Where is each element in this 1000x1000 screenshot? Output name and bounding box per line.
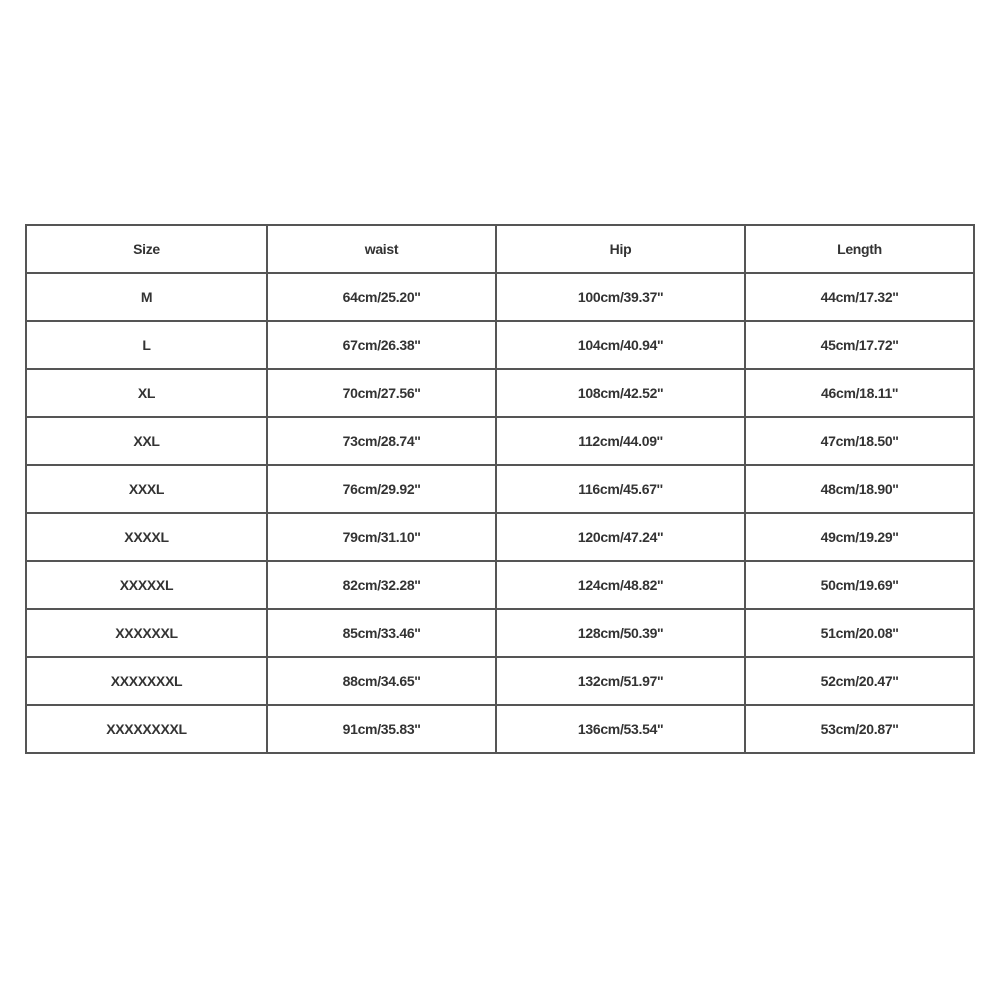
table-row xyxy=(26,513,974,561)
cell-length: 46cm/18.11'' xyxy=(745,369,974,417)
cell-length: 51cm/20.08'' xyxy=(745,609,974,657)
cell-waist: 70cm/27.56'' xyxy=(267,369,496,417)
cell-waist: 73cm/28.74'' xyxy=(267,417,496,465)
cell-waist: 79cm/31.10'' xyxy=(267,513,496,561)
cell-length: 48cm/18.90'' xyxy=(745,465,974,513)
table-row xyxy=(26,705,974,753)
cell-hip: 132cm/51.97'' xyxy=(496,657,745,705)
cell-hip: 108cm/42.52'' xyxy=(496,369,745,417)
cell-length: 52cm/20.47'' xyxy=(745,657,974,705)
table-row xyxy=(26,465,974,513)
cell-length: 47cm/18.50'' xyxy=(745,417,974,465)
cell-size: M xyxy=(26,273,267,321)
cell-length: 49cm/19.29'' xyxy=(745,513,974,561)
header-waist: waist xyxy=(267,225,496,273)
cell-hip: 136cm/53.54'' xyxy=(496,705,745,753)
cell-hip: 112cm/44.09'' xyxy=(496,417,745,465)
cell-waist: 85cm/33.46'' xyxy=(267,609,496,657)
cell-size: XXL xyxy=(26,417,267,465)
table-row xyxy=(26,369,974,417)
cell-size: L xyxy=(26,321,267,369)
table-row xyxy=(26,561,974,609)
cell-size: XXXXXXL xyxy=(26,609,267,657)
cell-hip: 124cm/48.82'' xyxy=(496,561,745,609)
table-row xyxy=(26,657,974,705)
cell-hip: 120cm/47.24'' xyxy=(496,513,745,561)
header-hip: Hip xyxy=(496,225,745,273)
cell-size: XL xyxy=(26,369,267,417)
cell-length: 44cm/17.32'' xyxy=(745,273,974,321)
table-row xyxy=(26,321,974,369)
cell-hip: 100cm/39.37'' xyxy=(496,273,745,321)
header-size: Size xyxy=(26,225,267,273)
cell-waist: 64cm/25.20'' xyxy=(267,273,496,321)
cell-size: XXXXXXXXL xyxy=(26,705,267,753)
cell-size: XXXXL xyxy=(26,513,267,561)
cell-size: XXXXXXXL xyxy=(26,657,267,705)
cell-hip: 104cm/40.94'' xyxy=(496,321,745,369)
header-length: Length xyxy=(745,225,974,273)
cell-waist: 91cm/35.83'' xyxy=(267,705,496,753)
cell-length: 50cm/19.69'' xyxy=(745,561,974,609)
table-row xyxy=(26,273,974,321)
cell-size: XXXL xyxy=(26,465,267,513)
cell-waist: 82cm/32.28'' xyxy=(267,561,496,609)
cell-waist: 67cm/26.38'' xyxy=(267,321,496,369)
size-chart-table xyxy=(25,224,975,754)
table-row xyxy=(26,417,974,465)
cell-waist: 88cm/34.65'' xyxy=(267,657,496,705)
cell-length: 53cm/20.87'' xyxy=(745,705,974,753)
table-header-row xyxy=(26,225,974,273)
cell-hip: 128cm/50.39'' xyxy=(496,609,745,657)
cell-size: XXXXXL xyxy=(26,561,267,609)
cell-length: 45cm/17.72'' xyxy=(745,321,974,369)
cell-waist: 76cm/29.92'' xyxy=(267,465,496,513)
table-row xyxy=(26,609,974,657)
cell-hip: 116cm/45.67'' xyxy=(496,465,745,513)
